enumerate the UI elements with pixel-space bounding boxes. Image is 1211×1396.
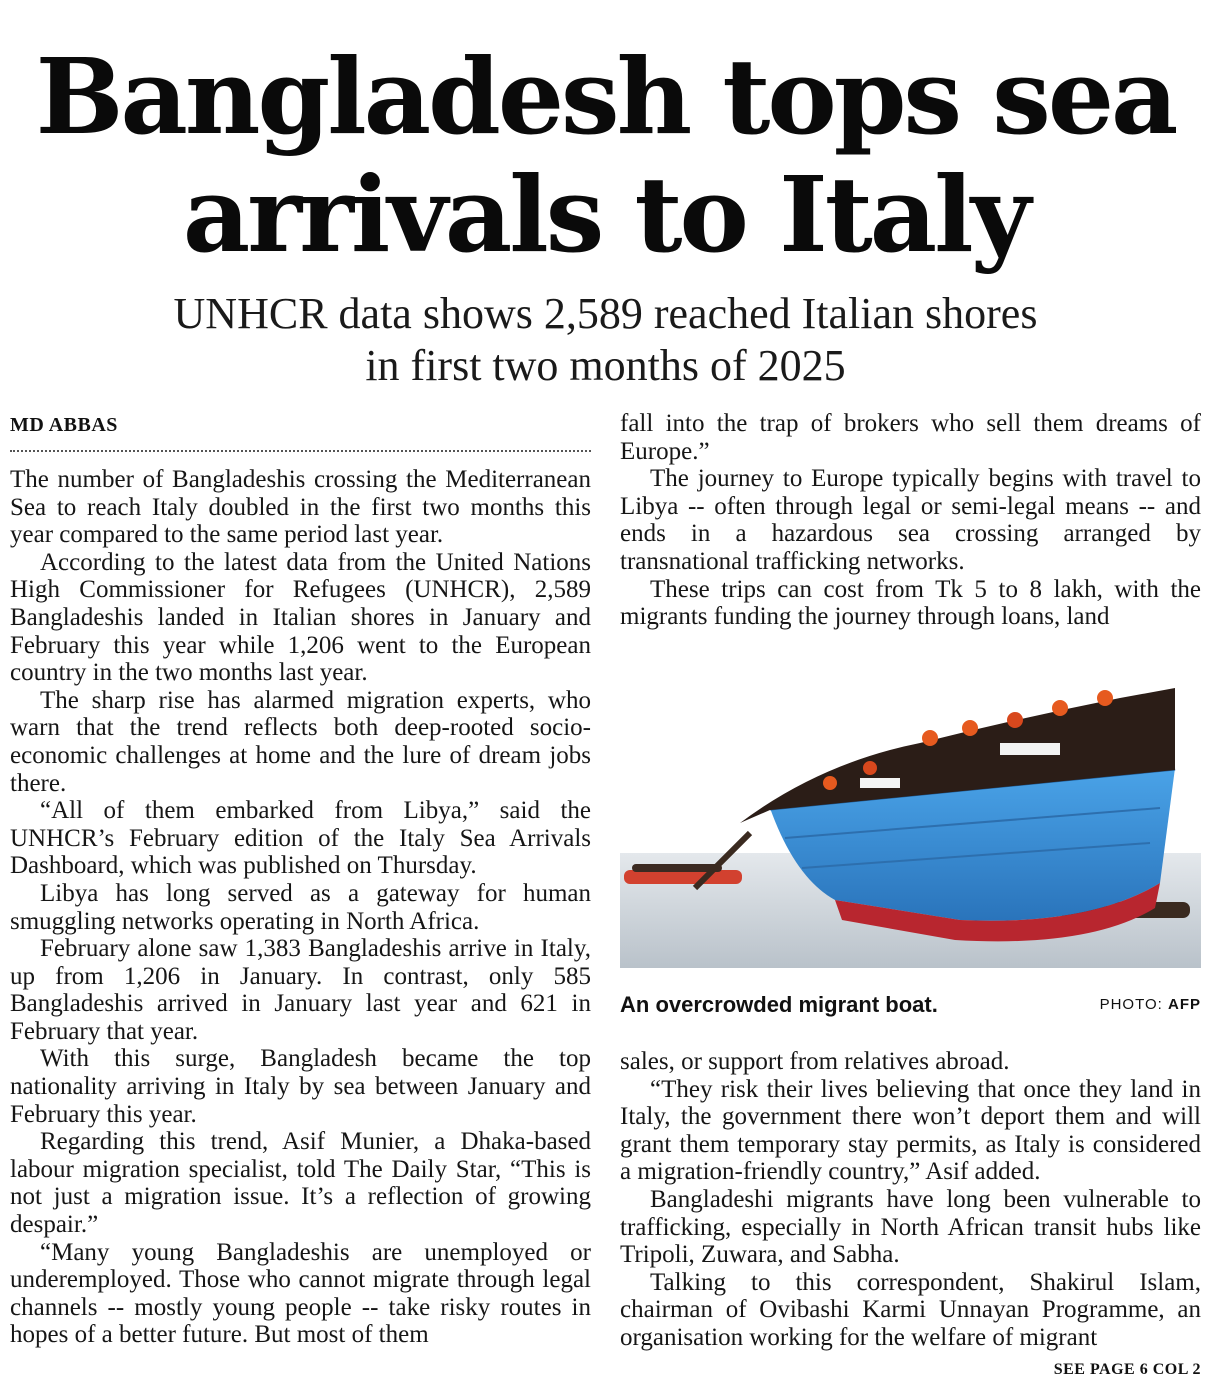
article-column-left [10,466,591,1349]
paragraph: Bangladeshi migrants have long been vulnerable to trafficking, especially in North African transit hubs like Tripoli, Zuwara, and Sabha. [620,1185,1201,1269]
photo-credit-source: AFP [1168,996,1201,1013]
headline-line-1: Bangladesh tops sea [35,35,1176,158]
byline: MD ABBAS [10,414,118,436]
paragraph: These trips can cost from Tk 5 to 8 lakh, with the migrants funding the journey through loans, land [620,575,1201,631]
paragraph: “All of them embarked from Libya,” said the UNHCR’s February edition of the Italy Sea Arrivals Dashboard, which was published on Thursday. [10,797,591,880]
continuation-jump[interactable]: SEE PAGE 6 COL 2 [1053,1361,1201,1378]
paragraph: According to the latest data from the United Nations High Commissioner for Refugees (UNHCR), 2,589 Bangladeshis landed in Italian shores in January and February this year while 1,206 went to the European country in the two months last year. [10,548,591,687]
paragraph: February alone saw 1,383 Bangladeshis arrive in Italy, up from 1,206 in January. In contrast, only 585 Bangladeshis arrived in January last year and 621 in February that year. [10,935,591,1045]
paragraph: The journey to Europe typically begins with travel to Libya -- often through legal or semi-legal means -- and ends in a hazardous sea crossing arranged by transnational trafficking networks. [620,465,1201,575]
paragraph: Talking to this correspondent, Shakirul Islam, chairman of Ovibashi Karmi Unnayan Programme, an organisation working for the welfare of migrant [620,1268,1201,1351]
paragraph: The sharp rise has alarmed migration experts, who warn that the trend reflects both deep-rooted socio-economic challenges at home and the lure of dream jobs there. [10,686,591,797]
article-column-right-top [620,410,1201,631]
paragraph: “Many young Bangladeshis are unemployed or underemployed. Those who cannot migrate through legal channels -- mostly young people -- take risky routes in hopes of a better future. But most of them [10,1238,591,1349]
migrant-boat-photo [620,658,1201,968]
subheadline-line-2: in first two months of 2025 [365,341,846,390]
headline [0,35,1211,276]
paragraph: sales, or support from relatives abroad. [620,1048,1010,1075]
paragraph: Regarding this trend, Asif Munier, a Dhaka-based labour migration specialist, told The Daily Star, “This is not just a migration issue. It’s a reflection of growing despair.” [10,1128,591,1239]
subheadline-line-1: UNHCR data shows 2,589 reached Italian shores [173,289,1038,338]
article-column-right-bottom [620,1048,1201,1352]
photo-caption: An overcrowded migrant boat. [620,992,938,1017]
photo-credit [1100,996,1201,1013]
paragraph: “They risk their lives believing that once they land in Italy, the government there won’t deport them and will grant them temporary stay permits, as Italy is considered a migration-friendly country,” Asif added. [620,1075,1201,1186]
paragraph: The number of Bangladeshis crossing the Mediterranean Sea to reach Italy doubled in the first two months this year compared to the same period last year. [10,466,591,549]
boat-illustration [620,658,1201,968]
paragraph: Libya has long served as a gateway for human smuggling networks operating in North Africa. [10,879,591,935]
byline-divider [10,450,591,452]
subheadline [0,288,1211,392]
photo-credit-prefix: PHOTO: [1099,996,1168,1013]
paragraph: fall into the trap of brokers who sell them dreams of Europe.” [620,410,1201,465]
paragraph: With this surge, Bangladesh became the top nationality arriving in Italy by sea between January and February this year. [10,1045,591,1128]
headline-line-2: arrivals to Italy [182,153,1029,276]
